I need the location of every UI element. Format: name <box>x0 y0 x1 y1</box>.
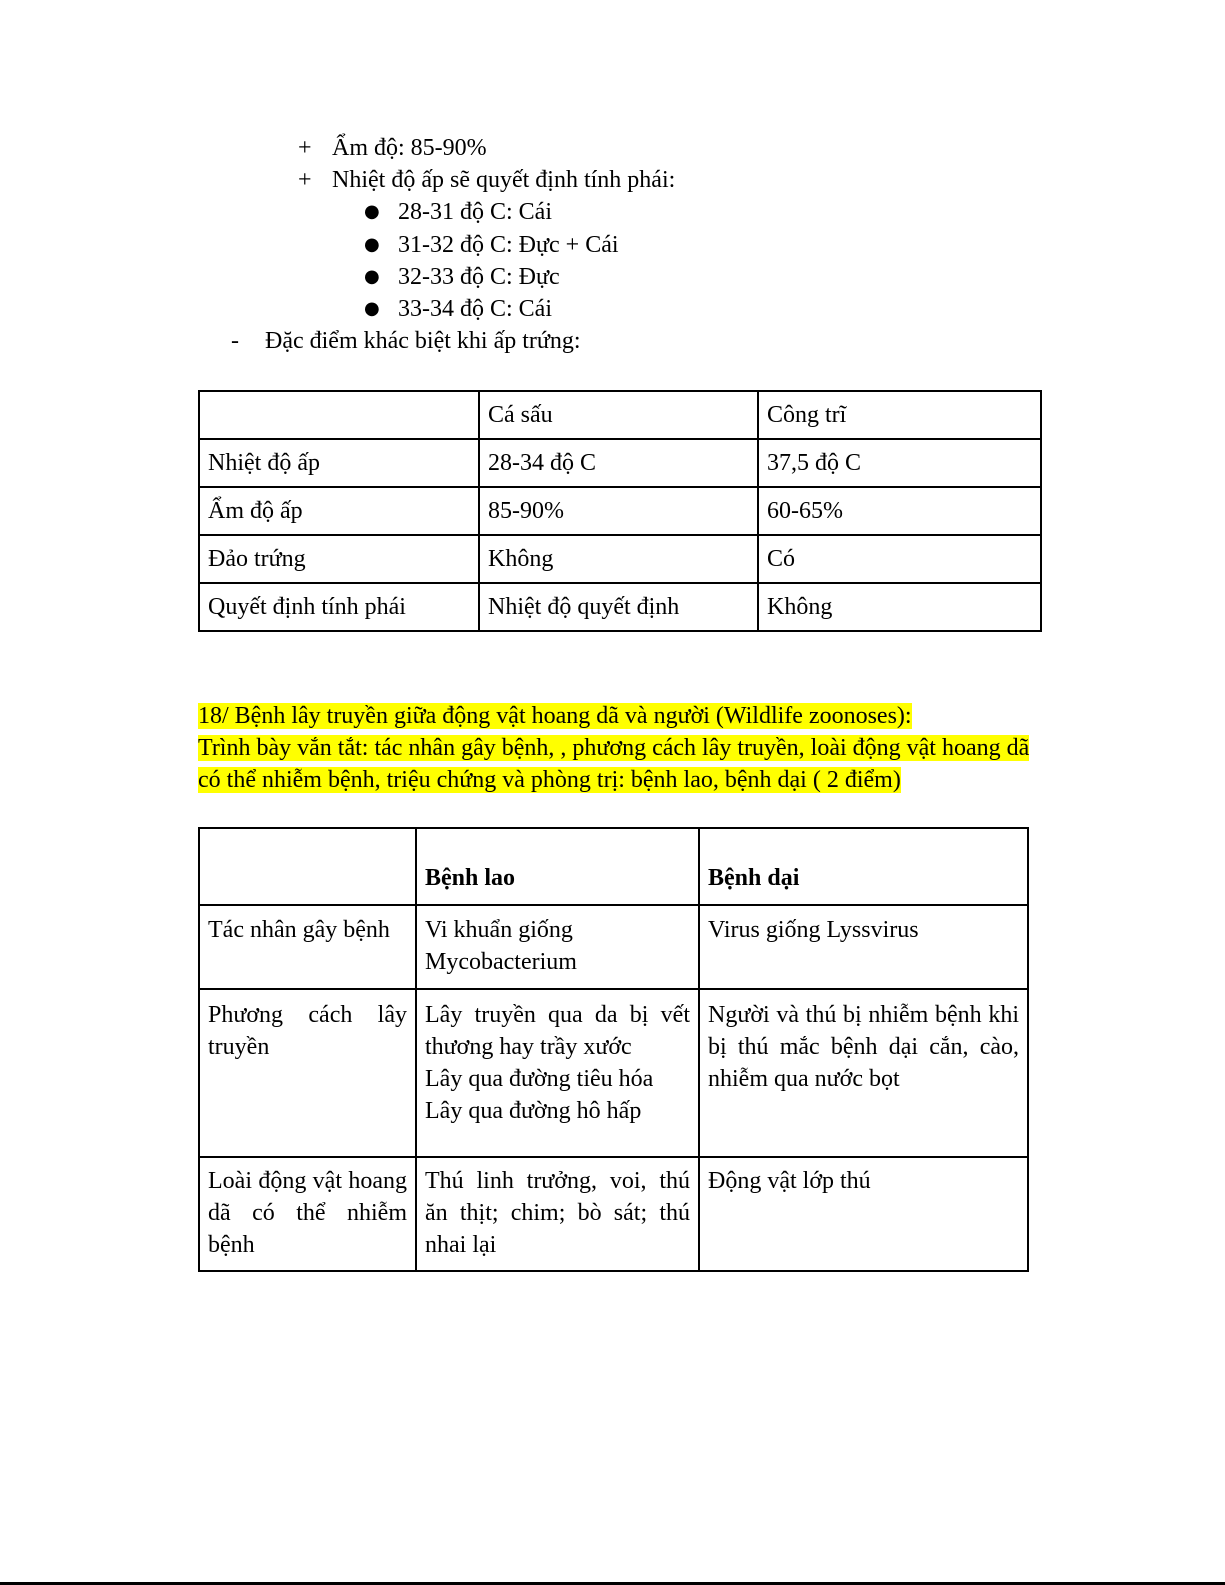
table-cell: Người và thú bị nhiễm bệnh khi bị thú mắc bệnh dại cắn, cào, nhiễm qua nước bọt <box>699 989 1028 1157</box>
sub-item-text: Ẩm độ: 85-90% <box>332 135 487 161</box>
table-row-label: Tác nhân gây bệnh <box>199 905 416 989</box>
dash-item-text: Đặc điểm khác biệt khi ấp trứng: <box>265 328 581 354</box>
table-row-label: Ẩm độ ấp <box>199 487 479 535</box>
table-row-label: Nhiệt độ ấp <box>199 439 479 487</box>
table-cell: Nhiệt độ quyết định <box>479 583 758 631</box>
table-header-cell: Công trĩ <box>758 391 1041 439</box>
table-cell: Virus giống Lyssvirus <box>699 905 1028 989</box>
table-cell: Động vật lớp thú <box>699 1157 1028 1271</box>
incubation-comparison-table <box>198 390 1042 632</box>
highlighted-text: Trình bày vắn tắt: tác nhân gây bệnh, , phương cách lây truyền, loài động vật hoang dã <box>198 735 1030 761</box>
table-header-cell: Bệnh lao <box>416 828 699 905</box>
table-row-label: Quyết định tính phái <box>199 583 479 631</box>
table-cell: 60-65% <box>758 487 1041 535</box>
table-header-cell: Bệnh dại <box>699 828 1028 905</box>
cell-line: Lây truyền qua da bị vết thương hay trầy xước <box>425 1002 690 1060</box>
table-header-row <box>199 828 1028 905</box>
zoonoses-table <box>198 827 1029 1272</box>
table-row <box>199 439 1041 487</box>
table-cell <box>199 391 479 439</box>
table-cell <box>416 989 699 1157</box>
cell-line: Lây qua đường hô hấp <box>425 1098 642 1124</box>
cell-line: Thú linh trưởng, voi, thú ăn thịt; chim; bò sát; thú nhai lại <box>425 1168 690 1258</box>
bullet-text: 33-34 độ C: Cái <box>398 296 552 322</box>
table-cell <box>199 828 416 905</box>
sub-item-text: Nhiệt độ ấp sẽ quyết định tính phái: <box>332 167 676 193</box>
bullet-text: 32-33 độ C: Đực <box>398 264 560 290</box>
cell-line: Mycobacterium <box>425 949 577 975</box>
bullet-icon: ● <box>364 298 380 319</box>
table-cell: 28-34 độ C <box>479 439 758 487</box>
table-header-row <box>199 391 1041 439</box>
table-cell <box>416 1157 699 1271</box>
table-cell <box>416 905 699 989</box>
table-cell: 37,5 độ C <box>758 439 1041 487</box>
plus-marker: + <box>298 135 312 161</box>
highlighted-text: có thể nhiễm bệnh, triệu chứng và phòng trị: bệnh lao, bệnh dại ( 2 điểm) <box>198 767 901 793</box>
table-cell: Không <box>758 583 1041 631</box>
table-row <box>199 989 1028 1157</box>
table-row-label: Loài động vật hoang dã có thể nhiễm bệnh <box>199 1157 416 1271</box>
table-row <box>199 1157 1028 1271</box>
table-header-cell: Cá sấu <box>479 391 758 439</box>
table-row <box>199 905 1028 989</box>
plus-marker: + <box>298 167 312 193</box>
bullet-text: 28-31 độ C: Cái <box>398 199 552 225</box>
bullet-icon: ● <box>364 201 380 222</box>
table-cell: Không <box>479 535 758 583</box>
highlighted-text: 18/ Bệnh lây truyền giữa động vật hoang dã và người (Wildlife zoonoses): <box>198 703 912 729</box>
table-row <box>199 535 1041 583</box>
table-cell: Có <box>758 535 1041 583</box>
bullet-icon: ● <box>364 266 380 287</box>
cell-line: Lây qua đường tiêu hóa <box>425 1066 654 1092</box>
section-18-heading <box>198 700 1040 796</box>
dash-marker: - <box>231 328 239 354</box>
table-row-label: Phương cách lây truyền <box>199 989 416 1157</box>
table-row <box>199 583 1041 631</box>
table-cell: 85-90% <box>479 487 758 535</box>
bullet-icon: ● <box>364 234 380 255</box>
cell-line: Vi khuẩn giống <box>425 917 573 943</box>
table-row-label: Đảo trứng <box>199 535 479 583</box>
bullet-text: 31-32 độ C: Đực + Cái <box>398 232 619 258</box>
table-row <box>199 487 1041 535</box>
